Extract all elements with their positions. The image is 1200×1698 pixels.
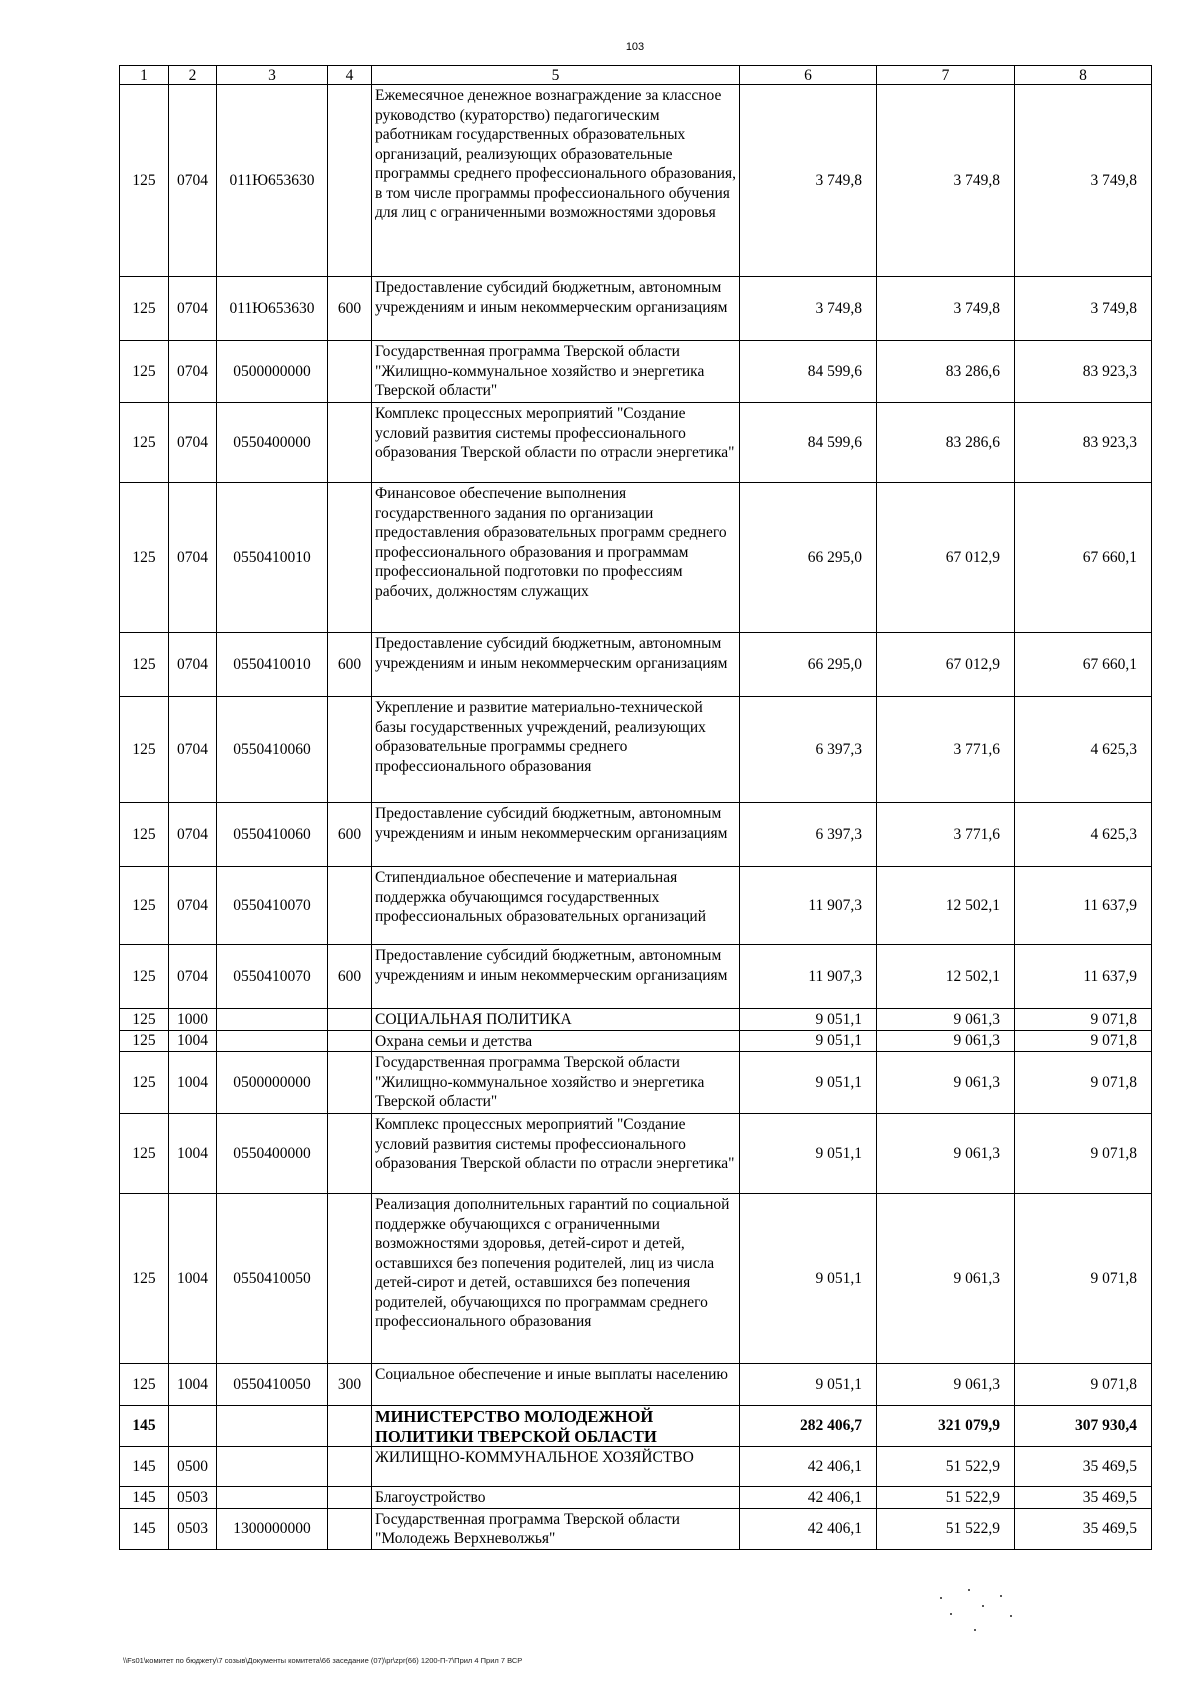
item-name-cell: Укрепление и развитие материально-технической базы государственных учреждений, реализующих образовательные программы среднего профессионального образования — [372, 697, 740, 803]
expense-type-cell — [328, 1052, 372, 1114]
admin-code-cell: 125 — [120, 867, 169, 945]
amount-col8-cell: 9 071,8 — [1015, 1194, 1152, 1364]
amount-col7-cell: 3 749,8 — [877, 277, 1015, 341]
amount-col6-cell: 9 051,1 — [740, 1364, 877, 1406]
amount-col8-cell: 3 749,8 — [1015, 85, 1152, 277]
amount-col8-cell: 3 749,8 — [1015, 277, 1152, 341]
table-row — [120, 1364, 1152, 1406]
target-article-cell — [217, 1487, 328, 1509]
amount-col6-cell: 66 295,0 — [740, 483, 877, 633]
amount-col7-cell: 9 061,3 — [877, 1052, 1015, 1114]
expense-type-cell — [328, 1508, 372, 1549]
section-code-cell: 0704 — [169, 803, 217, 867]
item-name-cell: Комплекс процессных мероприятий "Создание условий развития системы профессионального образования Тверской области по отрасли энергетика" — [372, 403, 740, 483]
expense-type-cell — [328, 1194, 372, 1364]
section-code-cell: 1000 — [169, 1009, 217, 1031]
amount-col6-cell: 282 406,7 — [740, 1406, 877, 1447]
admin-code-cell: 125 — [120, 403, 169, 483]
expense-type-cell: 600 — [328, 803, 372, 867]
section-code-cell: 0704 — [169, 341, 217, 403]
amount-col6-cell: 9 051,1 — [740, 1052, 877, 1114]
section-code-cell: 0704 — [169, 277, 217, 341]
target-article-cell — [217, 1030, 328, 1052]
amount-col8-cell: 83 923,3 — [1015, 403, 1152, 483]
section-code-cell: 0704 — [169, 633, 217, 697]
item-name-cell: ЖИЛИЩНО-КОММУНАЛЬНОЕ ХОЗЯЙСТВО — [372, 1447, 740, 1487]
table-row — [120, 633, 1152, 697]
table-row — [120, 1009, 1152, 1031]
section-code-cell: 1004 — [169, 1030, 217, 1052]
amount-col7-cell: 12 502,1 — [877, 867, 1015, 945]
target-article-cell: 1300000000 — [217, 1508, 328, 1549]
amount-col7-cell: 9 061,3 — [877, 1114, 1015, 1194]
amount-col7-cell: 51 522,9 — [877, 1508, 1015, 1549]
admin-code-cell: 125 — [120, 1364, 169, 1406]
amount-col8-cell: 9 071,8 — [1015, 1052, 1152, 1114]
table-row — [120, 945, 1152, 1009]
item-name-cell: Социальное обеспечение и иные выплаты населению — [372, 1364, 740, 1406]
amount-col7-cell: 9 061,3 — [877, 1364, 1015, 1406]
amount-col6-cell: 42 406,1 — [740, 1508, 877, 1549]
amount-col7-cell: 83 286,6 — [877, 341, 1015, 403]
table-row — [120, 1487, 1152, 1509]
expense-type-cell — [328, 1406, 372, 1447]
section-code-cell: 0704 — [169, 697, 217, 803]
table-row — [120, 1114, 1152, 1194]
item-name-cell: МИНИСТЕРСТВО МОЛОДЕЖНОЙ ПОЛИТИКИ ТВЕРСКОЙ ОБЛАСТИ — [372, 1406, 740, 1447]
admin-code-cell: 145 — [120, 1487, 169, 1509]
amount-col6-cell: 3 749,8 — [740, 85, 877, 277]
table-row — [120, 483, 1152, 633]
section-code-cell: 0704 — [169, 945, 217, 1009]
amount-col8-cell: 11 637,9 — [1015, 945, 1152, 1009]
expense-type-cell: 600 — [328, 277, 372, 341]
target-article-cell — [217, 1009, 328, 1031]
amount-col8-cell: 9 071,8 — [1015, 1009, 1152, 1031]
target-article-cell: 0550410050 — [217, 1364, 328, 1406]
table-row — [120, 1447, 1152, 1487]
table-row — [120, 85, 1152, 277]
expense-type-cell — [328, 867, 372, 945]
amount-col7-cell: 9 061,3 — [877, 1009, 1015, 1031]
admin-code-cell: 125 — [120, 945, 169, 1009]
expense-type-cell — [328, 697, 372, 803]
section-code-cell: 1004 — [169, 1194, 217, 1364]
item-name-cell: Государственная программа Тверской области "Жилищно-коммунальное хозяйство и энергетика Тверской области" — [372, 341, 740, 403]
amount-col7-cell: 51 522,9 — [877, 1447, 1015, 1487]
admin-code-cell: 125 — [120, 1194, 169, 1364]
target-article-cell: 0550410010 — [217, 483, 328, 633]
header-cell: 7 — [877, 66, 1015, 85]
amount-col7-cell: 67 012,9 — [877, 633, 1015, 697]
item-name-cell: Государственная программа Тверской области "Жилищно-коммунальное хозяйство и энергетика Тверской области" — [372, 1052, 740, 1114]
item-name-cell: Стипендиальное обеспечение и материальная поддержка обучающимся государственных профессиональных образовательных организаций — [372, 867, 740, 945]
item-name-cell: Охрана семьи и детства — [372, 1030, 740, 1052]
expense-type-cell — [328, 341, 372, 403]
table-row — [120, 403, 1152, 483]
budget-table — [119, 65, 1152, 1550]
amount-col6-cell: 9 051,1 — [740, 1009, 877, 1031]
target-article-cell: 0550400000 — [217, 1114, 328, 1194]
amount-col7-cell: 9 061,3 — [877, 1030, 1015, 1052]
amount-col7-cell: 3 771,6 — [877, 697, 1015, 803]
table-row — [120, 1030, 1152, 1052]
admin-code-cell: 125 — [120, 1114, 169, 1194]
section-code-cell: 0704 — [169, 85, 217, 277]
header-cell: 1 — [120, 66, 169, 85]
table-row — [120, 867, 1152, 945]
target-article-cell: 0550410070 — [217, 867, 328, 945]
header-cell: 8 — [1015, 66, 1152, 85]
page-number: 103 — [625, 41, 645, 53]
section-code-cell: 0503 — [169, 1508, 217, 1549]
amount-col6-cell: 11 907,3 — [740, 867, 877, 945]
amount-col7-cell: 51 522,9 — [877, 1487, 1015, 1509]
table-row — [120, 277, 1152, 341]
expense-type-cell — [328, 1487, 372, 1509]
amount-col6-cell: 9 051,1 — [740, 1030, 877, 1052]
item-name-cell: Ежемесячное денежное вознаграждение за классное руководство (кураторство) педагогическим работникам государственных образовательных организаций, реализующих образовательные программы среднего профессионального образования, в том числе программы профессионального обучения для лиц с ограниченными возможностями здоровья — [372, 85, 740, 277]
amount-col8-cell: 9 071,8 — [1015, 1114, 1152, 1194]
item-name-cell: Предоставление субсидий бюджетным, автономным учреждениям и иным некоммерческим организациям — [372, 945, 740, 1009]
section-code-cell: 0503 — [169, 1487, 217, 1509]
target-article-cell: 0500000000 — [217, 1052, 328, 1114]
header-cell: 4 — [328, 66, 372, 85]
item-name-cell: Благоустройство — [372, 1487, 740, 1509]
amount-col8-cell: 307 930,4 — [1015, 1406, 1152, 1447]
table-row — [120, 1052, 1152, 1114]
table-row — [120, 341, 1152, 403]
item-name-cell: Государственная программа Тверской области "Молодежь Верхневолжья" — [372, 1508, 740, 1549]
table-header-row — [120, 66, 1152, 85]
amount-col8-cell: 67 660,1 — [1015, 633, 1152, 697]
admin-code-cell: 145 — [120, 1447, 169, 1487]
item-name-cell: Комплекс процессных мероприятий "Создание условий развития системы профессионального образования Тверской области по отрасли энергетика" — [372, 1114, 740, 1194]
amount-col8-cell: 35 469,5 — [1015, 1487, 1152, 1509]
admin-code-cell: 125 — [120, 1009, 169, 1031]
admin-code-cell: 125 — [120, 1052, 169, 1114]
amount-col8-cell: 67 660,1 — [1015, 483, 1152, 633]
table-row — [120, 1194, 1152, 1364]
expense-type-cell — [328, 1447, 372, 1487]
header-cell: 6 — [740, 66, 877, 85]
amount-col8-cell: 83 923,3 — [1015, 341, 1152, 403]
table-row — [120, 697, 1152, 803]
header-cell: 2 — [169, 66, 217, 85]
amount-col7-cell: 67 012,9 — [877, 483, 1015, 633]
section-code-cell — [169, 1406, 217, 1447]
expense-type-cell: 600 — [328, 633, 372, 697]
amount-col6-cell: 9 051,1 — [740, 1194, 877, 1364]
amount-col6-cell: 42 406,1 — [740, 1447, 877, 1487]
admin-code-cell: 145 — [120, 1508, 169, 1549]
amount-col8-cell: 4 625,3 — [1015, 803, 1152, 867]
header-cell: 3 — [217, 66, 328, 85]
amount-col8-cell: 4 625,3 — [1015, 697, 1152, 803]
item-name-cell: Финансовое обеспечение выполнения государственного задания по организации предоставления образовательных программ среднего профессионального образования и программам профессиональной подготовки по профессиям рабочих, должностям служащих — [372, 483, 740, 633]
amount-col8-cell: 9 071,8 — [1015, 1030, 1152, 1052]
section-code-cell: 1004 — [169, 1114, 217, 1194]
amount-col8-cell: 35 469,5 — [1015, 1508, 1152, 1549]
amount-col6-cell: 42 406,1 — [740, 1487, 877, 1509]
amount-col6-cell: 6 397,3 — [740, 697, 877, 803]
target-article-cell: 011Ю653630 — [217, 85, 328, 277]
amount-col6-cell: 6 397,3 — [740, 803, 877, 867]
expense-type-cell — [328, 1009, 372, 1031]
table-row — [120, 803, 1152, 867]
item-name-cell: Предоставление субсидий бюджетным, автономным учреждениям и иным некоммерческим организациям — [372, 633, 740, 697]
amount-col8-cell: 11 637,9 — [1015, 867, 1152, 945]
amount-col8-cell: 35 469,5 — [1015, 1447, 1152, 1487]
section-code-cell: 1004 — [169, 1364, 217, 1406]
amount-col6-cell: 9 051,1 — [740, 1114, 877, 1194]
admin-code-cell: 125 — [120, 633, 169, 697]
target-article-cell — [217, 1406, 328, 1447]
target-article-cell: 0550410050 — [217, 1194, 328, 1364]
header-cell: 5 — [372, 66, 740, 85]
amount-col7-cell: 3 771,6 — [877, 803, 1015, 867]
target-article-cell: 0500000000 — [217, 341, 328, 403]
section-code-cell: 0704 — [169, 483, 217, 633]
footer-file-path: \\Fs01\комитет по бюджету\7 созыв\Документы комитета\66 заседание (07)\pr\zpr(66) 1200-П-7\Прил 4 Прил 7 ВСР — [123, 1656, 523, 1665]
table-row — [120, 1406, 1152, 1447]
amount-col6-cell: 3 749,8 — [740, 277, 877, 341]
amount-col7-cell: 3 749,8 — [877, 85, 1015, 277]
section-code-cell: 1004 — [169, 1052, 217, 1114]
admin-code-cell: 125 — [120, 483, 169, 633]
admin-code-cell: 125 — [120, 85, 169, 277]
item-name-cell: Предоставление субсидий бюджетным, автономным учреждениям и иным некоммерческим организациям — [372, 803, 740, 867]
admin-code-cell: 125 — [120, 277, 169, 341]
amount-col7-cell: 83 286,6 — [877, 403, 1015, 483]
amount-col7-cell: 12 502,1 — [877, 945, 1015, 1009]
target-article-cell: 0550410060 — [217, 697, 328, 803]
amount-col6-cell: 11 907,3 — [740, 945, 877, 1009]
expense-type-cell — [328, 1114, 372, 1194]
expense-type-cell — [328, 483, 372, 633]
amount-col7-cell: 321 079,9 — [877, 1406, 1015, 1447]
item-name-cell: Реализация дополнительных гарантий по социальной поддержке обучающихся с ограниченными возможностями здоровья, детей-сирот и детей, оставшихся без попечения родителей, лиц из числа детей-сирот и детей, оставшихся без попечения родителей, обучающихся по программам среднего профессионального образования — [372, 1194, 740, 1364]
amount-col6-cell: 84 599,6 — [740, 403, 877, 483]
amount-col7-cell: 9 061,3 — [877, 1194, 1015, 1364]
target-article-cell: 011Ю653630 — [217, 277, 328, 341]
table-row — [120, 1508, 1152, 1549]
expense-type-cell: 300 — [328, 1364, 372, 1406]
target-article-cell: 0550400000 — [217, 403, 328, 483]
admin-code-cell: 125 — [120, 341, 169, 403]
target-article-cell — [217, 1447, 328, 1487]
amount-col6-cell: 84 599,6 — [740, 341, 877, 403]
expense-type-cell — [328, 85, 372, 277]
expense-type-cell — [328, 1030, 372, 1052]
item-name-cell: СОЦИАЛЬНАЯ ПОЛИТИКА — [372, 1009, 740, 1031]
admin-code-cell: 125 — [120, 697, 169, 803]
admin-code-cell: 125 — [120, 1030, 169, 1052]
amount-col8-cell: 9 071,8 — [1015, 1364, 1152, 1406]
item-name-cell: Предоставление субсидий бюджетным, автономным учреждениям и иным некоммерческим организациям — [372, 277, 740, 341]
expense-type-cell: 600 — [328, 945, 372, 1009]
target-article-cell: 0550410010 — [217, 633, 328, 697]
section-code-cell: 0704 — [169, 403, 217, 483]
section-code-cell: 0704 — [169, 867, 217, 945]
amount-col6-cell: 66 295,0 — [740, 633, 877, 697]
expense-type-cell — [328, 403, 372, 483]
target-article-cell: 0550410060 — [217, 803, 328, 867]
admin-code-cell: 125 — [120, 803, 169, 867]
admin-code-cell: 145 — [120, 1406, 169, 1447]
target-article-cell: 0550410070 — [217, 945, 328, 1009]
section-code-cell: 0500 — [169, 1447, 217, 1487]
table-body — [120, 66, 1152, 1550]
